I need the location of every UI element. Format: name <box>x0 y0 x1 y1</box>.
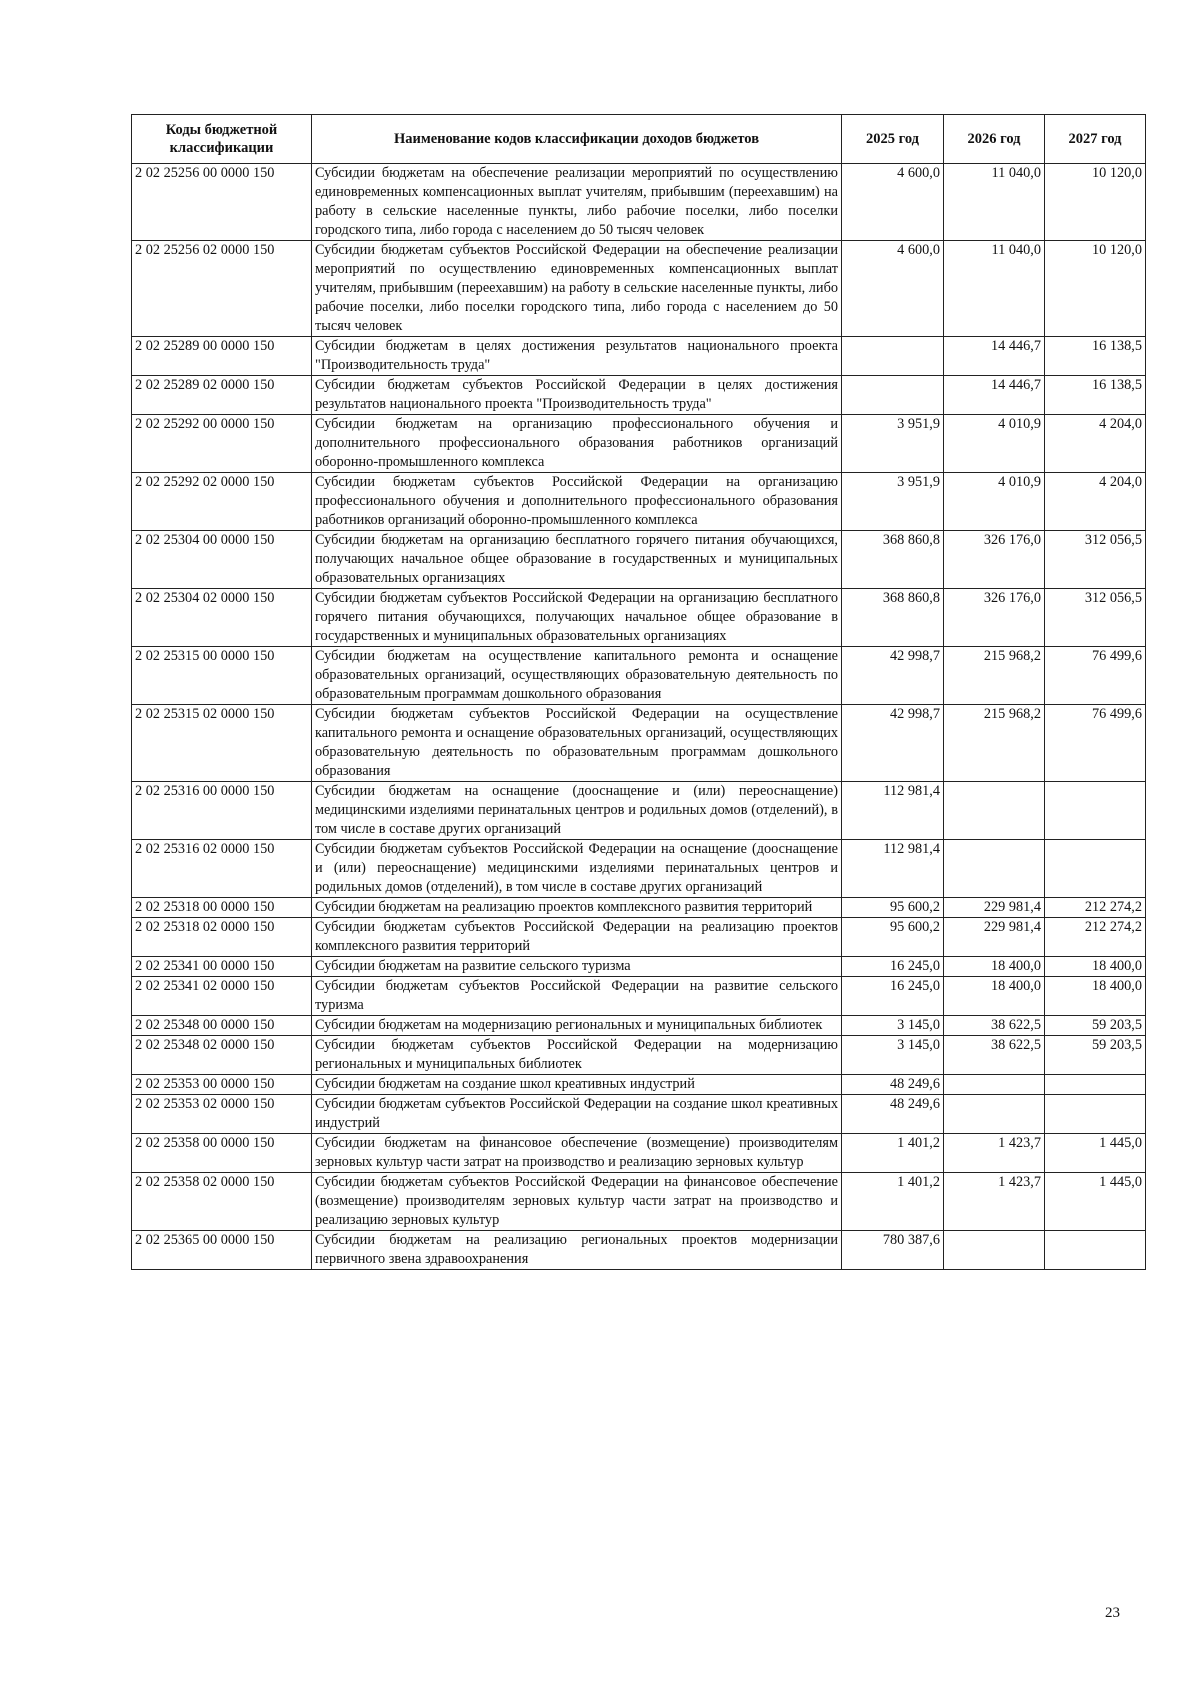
header-2027: 2027 год <box>1045 115 1146 164</box>
cell-name: Субсидии бюджетам на осуществление капитального ремонта и оснащение образовательных организаций, осуществляющих образовательную деятельность по образовательным программам дошкольного образования <box>312 647 842 705</box>
cell-2027: 18 400,0 <box>1045 977 1146 1016</box>
header-name: Наименование кодов классификации доходов бюджетов <box>312 115 842 164</box>
cell-2026: 14 446,7 <box>944 337 1045 376</box>
table-row <box>132 1036 1146 1075</box>
cell-2025 <box>842 337 944 376</box>
cell-2027: 4 204,0 <box>1045 473 1146 531</box>
table-header-row <box>132 115 1146 164</box>
table-row <box>132 531 1146 589</box>
header-2026: 2026 год <box>944 115 1045 164</box>
cell-2025: 95 600,2 <box>842 898 944 918</box>
cell-name: Субсидии бюджетам субъектов Российской Федерации на оснащение (дооснащение и (или) переоснащение) медицинскими изделиями перинатальных центров и родильных домов (отделений), в том числе в составе других организаций <box>312 840 842 898</box>
cell-name: Субсидии бюджетам на финансовое обеспечение (возмещение) производителям зерновых культур части затрат на производство и реализацию зерновых культур <box>312 1134 842 1173</box>
cell-name: Субсидии бюджетам субъектов Российской Федерации на осуществление капитального ремонта и оснащение образовательных организаций, осуществляющих образовательную деятельность по образовательным программам дошкольного образования <box>312 705 842 782</box>
table-row <box>132 376 1146 415</box>
cell-2025: 1 401,2 <box>842 1134 944 1173</box>
cell-2027: 212 274,2 <box>1045 898 1146 918</box>
cell-2027: 76 499,6 <box>1045 647 1146 705</box>
cell-2026: 1 423,7 <box>944 1173 1045 1231</box>
cell-2026: 11 040,0 <box>944 241 1045 337</box>
cell-name: Субсидии бюджетам в целях достижения результатов национального проекта "Производительность труда" <box>312 337 842 376</box>
cell-2026: 38 622,5 <box>944 1036 1045 1075</box>
cell-2027: 1 445,0 <box>1045 1134 1146 1173</box>
table-row <box>132 1095 1146 1134</box>
table-row <box>132 241 1146 337</box>
cell-2026 <box>944 782 1045 840</box>
cell-2025: 3 145,0 <box>842 1016 944 1036</box>
cell-code: 2 02 25348 00 0000 150 <box>132 1016 312 1036</box>
cell-2025: 95 600,2 <box>842 918 944 957</box>
cell-2027: 18 400,0 <box>1045 957 1146 977</box>
table-row <box>132 337 1146 376</box>
table-row <box>132 705 1146 782</box>
table-row <box>132 957 1146 977</box>
cell-2026: 229 981,4 <box>944 918 1045 957</box>
cell-2026: 18 400,0 <box>944 957 1045 977</box>
table-row <box>132 589 1146 647</box>
cell-2027 <box>1045 1075 1146 1095</box>
table-body <box>132 164 1146 1270</box>
cell-name: Субсидии бюджетам субъектов Российской Федерации на обеспечение реализации мероприятий по осуществлению единовременных компенсационных выплат учителям, прибывшим (переехавшим) на работу в сельские населенные пункты, либо рабочие поселки, либо поселки городского типа, либо города с населением до 50 тысяч человек <box>312 241 842 337</box>
cell-2027 <box>1045 840 1146 898</box>
cell-name: Субсидии бюджетам на модернизацию региональных и муниципальных библиотек <box>312 1016 842 1036</box>
cell-2025: 3 951,9 <box>842 473 944 531</box>
cell-2026 <box>944 1095 1045 1134</box>
cell-name: Субсидии бюджетам на развитие сельского туризма <box>312 957 842 977</box>
table-row <box>132 647 1146 705</box>
table-row <box>132 977 1146 1016</box>
cell-2025: 368 860,8 <box>842 589 944 647</box>
cell-2025: 42 998,7 <box>842 705 944 782</box>
cell-2027 <box>1045 782 1146 840</box>
table-row <box>132 1231 1146 1270</box>
cell-code: 2 02 25358 02 0000 150 <box>132 1173 312 1231</box>
table-row <box>132 415 1146 473</box>
cell-2025: 780 387,6 <box>842 1231 944 1270</box>
cell-2025: 3 951,9 <box>842 415 944 473</box>
cell-code: 2 02 25353 00 0000 150 <box>132 1075 312 1095</box>
cell-2026: 229 981,4 <box>944 898 1045 918</box>
table-row <box>132 1075 1146 1095</box>
cell-code: 2 02 25315 02 0000 150 <box>132 705 312 782</box>
cell-2026: 326 176,0 <box>944 531 1045 589</box>
table-row <box>132 1016 1146 1036</box>
cell-2026: 215 968,2 <box>944 647 1045 705</box>
cell-2026: 215 968,2 <box>944 705 1045 782</box>
table-row <box>132 918 1146 957</box>
cell-code: 2 02 25256 00 0000 150 <box>132 164 312 241</box>
cell-2025: 112 981,4 <box>842 840 944 898</box>
cell-2025: 112 981,4 <box>842 782 944 840</box>
cell-name: Субсидии бюджетам субъектов Российской Федерации на реализацию проектов комплексного развития территорий <box>312 918 842 957</box>
cell-2027: 4 204,0 <box>1045 415 1146 473</box>
cell-2025: 368 860,8 <box>842 531 944 589</box>
cell-2025: 3 145,0 <box>842 1036 944 1075</box>
cell-2027 <box>1045 1095 1146 1134</box>
header-2025: 2025 год <box>842 115 944 164</box>
cell-name: Субсидии бюджетам субъектов Российской Федерации на развитие сельского туризма <box>312 977 842 1016</box>
cell-2026: 1 423,7 <box>944 1134 1045 1173</box>
cell-name: Субсидии бюджетам на реализацию региональных проектов модернизации первичного звена здравоохранения <box>312 1231 842 1270</box>
table-row <box>132 473 1146 531</box>
cell-name: Субсидии бюджетам на создание школ креативных индустрий <box>312 1075 842 1095</box>
cell-2026: 326 176,0 <box>944 589 1045 647</box>
cell-2025 <box>842 376 944 415</box>
cell-code: 2 02 25289 00 0000 150 <box>132 337 312 376</box>
cell-code: 2 02 25292 02 0000 150 <box>132 473 312 531</box>
cell-2026 <box>944 1075 1045 1095</box>
table-row <box>132 898 1146 918</box>
cell-2027 <box>1045 1231 1146 1270</box>
cell-name: Субсидии бюджетам на обеспечение реализации мероприятий по осуществлению единовременных компенсационных выплат учителям, прибывшим (переехавшим) на работу в сельские населенные пункты, либо рабочие поселки, либо поселки городского типа, либо города с населением до 50 тысяч человек <box>312 164 842 241</box>
cell-code: 2 02 25292 00 0000 150 <box>132 415 312 473</box>
cell-name: Субсидии бюджетам на реализацию проектов комплексного развития территорий <box>312 898 842 918</box>
cell-code: 2 02 25316 00 0000 150 <box>132 782 312 840</box>
cell-code: 2 02 25353 02 0000 150 <box>132 1095 312 1134</box>
cell-2025: 4 600,0 <box>842 241 944 337</box>
cell-code: 2 02 25358 00 0000 150 <box>132 1134 312 1173</box>
cell-name: Субсидии бюджетам на организацию бесплатного горячего питания обучающихся, получающих начальное общее образование в государственных и муниципальных образовательных организациях <box>312 531 842 589</box>
table-row <box>132 164 1146 241</box>
cell-name: Субсидии бюджетам субъектов Российской Федерации на создание школ креативных индустрий <box>312 1095 842 1134</box>
cell-2025: 1 401,2 <box>842 1173 944 1231</box>
cell-2027: 10 120,0 <box>1045 164 1146 241</box>
cell-2026 <box>944 1231 1045 1270</box>
cell-code: 2 02 25365 00 0000 150 <box>132 1231 312 1270</box>
cell-2026: 4 010,9 <box>944 473 1045 531</box>
cell-name: Субсидии бюджетам субъектов Российской Федерации на финансовое обеспечение (возмещение) производителям зерновых культур части затрат на производство и реализацию зерновых культур <box>312 1173 842 1231</box>
cell-2027: 59 203,5 <box>1045 1016 1146 1036</box>
cell-2025: 42 998,7 <box>842 647 944 705</box>
cell-code: 2 02 25256 02 0000 150 <box>132 241 312 337</box>
cell-2027: 212 274,2 <box>1045 918 1146 957</box>
cell-code: 2 02 25348 02 0000 150 <box>132 1036 312 1075</box>
cell-code: 2 02 25315 00 0000 150 <box>132 647 312 705</box>
cell-name: Субсидии бюджетам на оснащение (дооснащение и (или) переоснащение) медицинскими изделиями перинатальных центров и родильных домов (отделений), в том числе в составе других организаций <box>312 782 842 840</box>
cell-2025: 48 249,6 <box>842 1095 944 1134</box>
cell-2027: 312 056,5 <box>1045 531 1146 589</box>
cell-2025: 16 245,0 <box>842 977 944 1016</box>
budget-revenue-table <box>131 114 1146 1270</box>
cell-2027: 16 138,5 <box>1045 337 1146 376</box>
cell-2027: 10 120,0 <box>1045 241 1146 337</box>
cell-name: Субсидии бюджетам на организацию профессионального обучения и дополнительного профессионального образования работников организаций оборонно-промышленного комплекса <box>312 415 842 473</box>
cell-code: 2 02 25289 02 0000 150 <box>132 376 312 415</box>
cell-2026: 14 446,7 <box>944 376 1045 415</box>
table-row <box>132 782 1146 840</box>
cell-code: 2 02 25341 02 0000 150 <box>132 977 312 1016</box>
cell-2027: 76 499,6 <box>1045 705 1146 782</box>
cell-2026: 38 622,5 <box>944 1016 1045 1036</box>
cell-code: 2 02 25304 02 0000 150 <box>132 589 312 647</box>
cell-2027: 312 056,5 <box>1045 589 1146 647</box>
cell-2027: 1 445,0 <box>1045 1173 1146 1231</box>
cell-2026 <box>944 840 1045 898</box>
cell-2025: 4 600,0 <box>842 164 944 241</box>
cell-2025: 16 245,0 <box>842 957 944 977</box>
cell-name: Субсидии бюджетам субъектов Российской Федерации на модернизацию региональных и муниципальных библиотек <box>312 1036 842 1075</box>
cell-code: 2 02 25316 02 0000 150 <box>132 840 312 898</box>
table-row <box>132 840 1146 898</box>
cell-2025: 48 249,6 <box>842 1075 944 1095</box>
cell-name: Субсидии бюджетам субъектов Российской Федерации в целях достижения результатов национального проекта "Производительность труда" <box>312 376 842 415</box>
cell-code: 2 02 25318 00 0000 150 <box>132 898 312 918</box>
cell-2027: 59 203,5 <box>1045 1036 1146 1075</box>
cell-code: 2 02 25304 00 0000 150 <box>132 531 312 589</box>
cell-code: 2 02 25318 02 0000 150 <box>132 918 312 957</box>
cell-2026: 18 400,0 <box>944 977 1045 1016</box>
table-row <box>132 1134 1146 1173</box>
table-row <box>132 1173 1146 1231</box>
cell-2026: 11 040,0 <box>944 164 1045 241</box>
cell-2026: 4 010,9 <box>944 415 1045 473</box>
cell-name: Субсидии бюджетам субъектов Российской Федерации на организацию бесплатного горячего питания обучающихся, получающих начальное общее образование в государственных и муниципальных образовательных организациях <box>312 589 842 647</box>
header-code: Коды бюджетной классификации <box>132 115 312 164</box>
cell-name: Субсидии бюджетам субъектов Российской Федерации на организацию профессионального обучения и дополнительного профессионального образования работников организаций оборонно-промышленного комплекса <box>312 473 842 531</box>
cell-code: 2 02 25341 00 0000 150 <box>132 957 312 977</box>
page-number: 23 <box>1105 1605 1120 1621</box>
cell-2027: 16 138,5 <box>1045 376 1146 415</box>
